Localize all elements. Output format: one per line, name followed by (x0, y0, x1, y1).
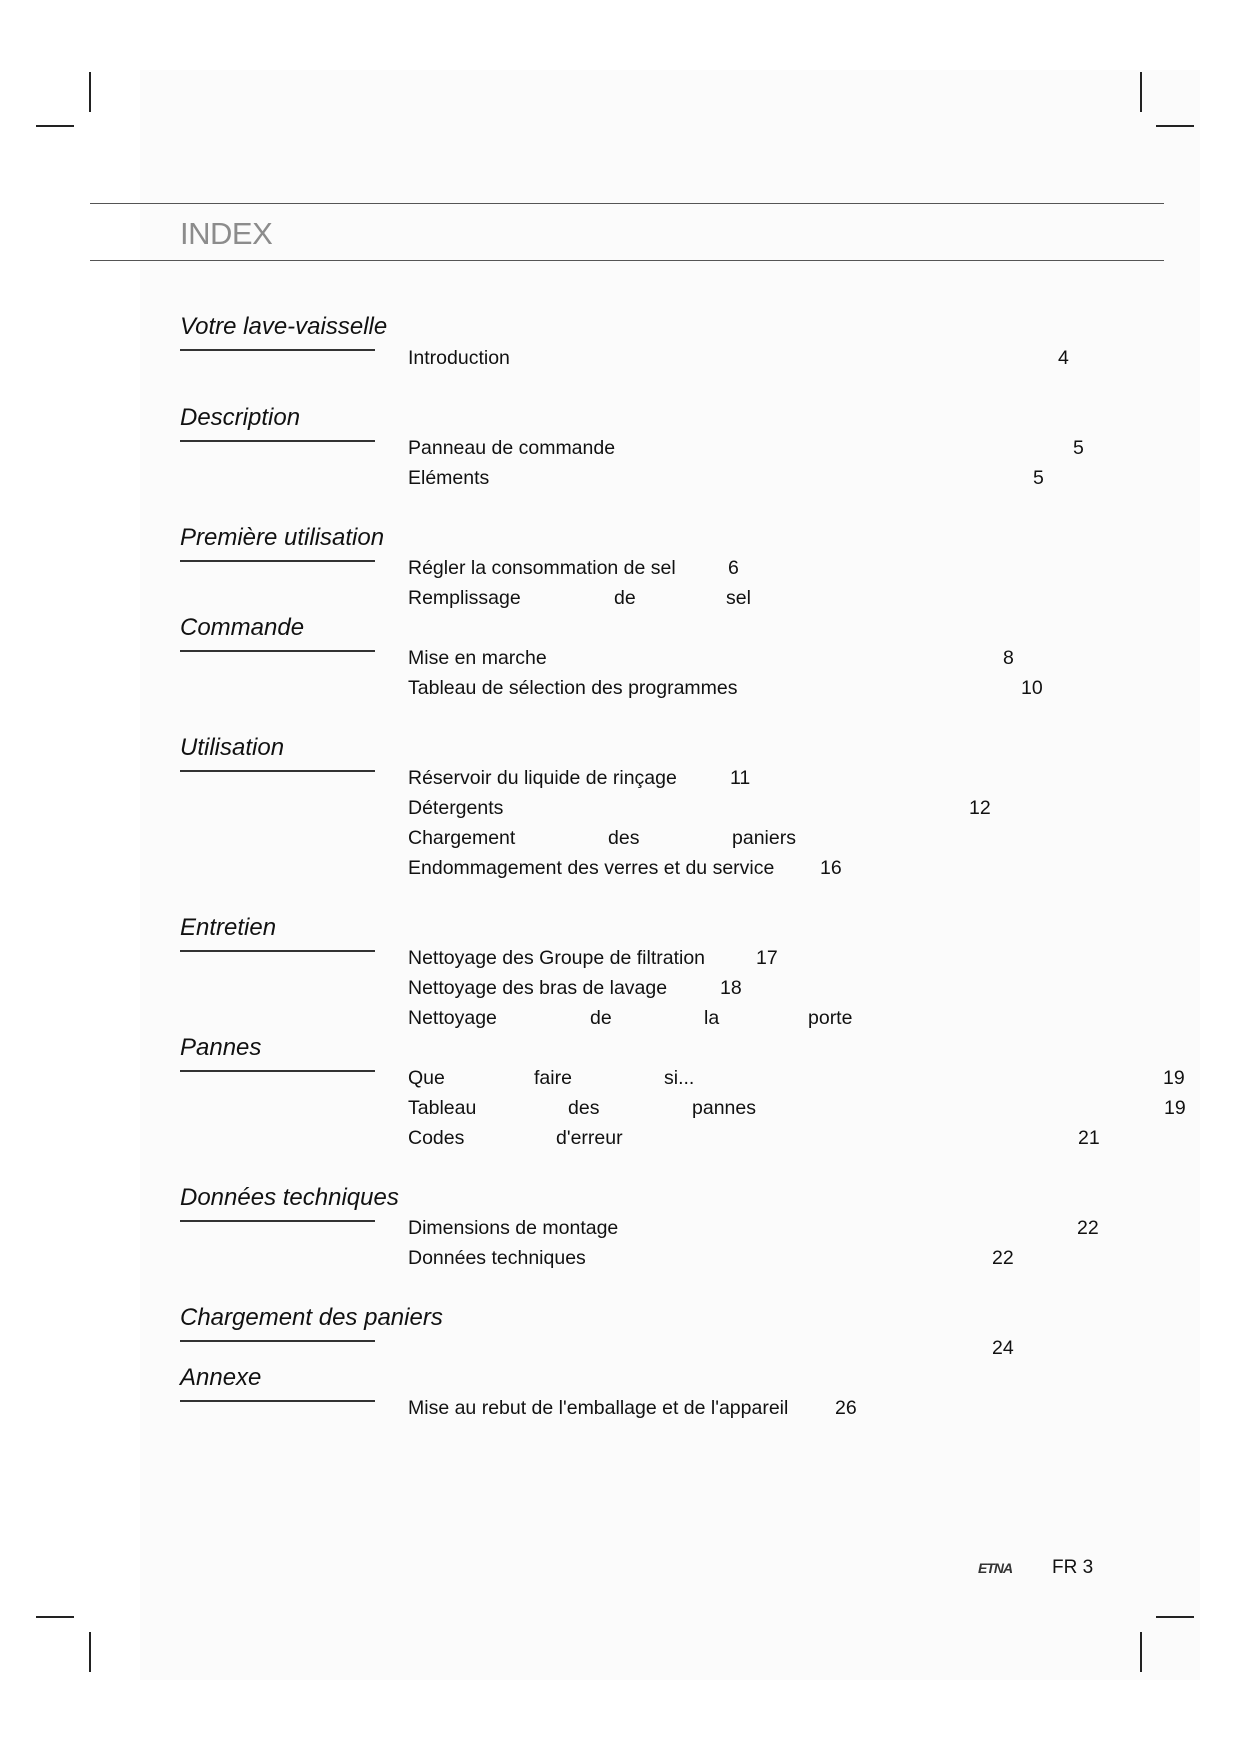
entry-label: Remplissage (408, 587, 521, 609)
crop-mark (1140, 1632, 1142, 1672)
crop-mark (36, 1616, 74, 1618)
entry-label: Réservoir du liquide de rinçage (408, 767, 677, 789)
crop-mark (1156, 125, 1194, 127)
entry-label: Chargement (408, 827, 516, 849)
entry-label-part: la (704, 1007, 720, 1029)
section-title: Description (180, 404, 301, 431)
entry-page: 19 (1163, 1067, 1185, 1089)
entry-label-part: pannes (692, 1097, 756, 1119)
section-underline (180, 560, 375, 562)
entry-label-part: paniers (732, 827, 796, 849)
section-underline (180, 440, 375, 442)
entry-label: Régler la consommation de sel (408, 557, 676, 579)
entry-label: Détergents (408, 797, 504, 819)
page-number: FR 3 (1052, 1557, 1094, 1578)
entry-page: 22 (1077, 1217, 1099, 1239)
entry-page: 26 (835, 1397, 857, 1419)
entry-label: Nettoyage des Groupe de filtration (408, 947, 706, 969)
entry-label: Introduction (408, 347, 510, 369)
entry-page: 6 (728, 557, 739, 579)
entry-label: Codes (408, 1127, 465, 1149)
entry-label: Dimensions de montage (408, 1217, 619, 1239)
section-underline (180, 1220, 375, 1222)
entry-label: Mise en marche (408, 647, 547, 669)
entry-page: 8 (1003, 647, 1014, 669)
entry-label: Tableau de sélection des programmes (408, 677, 738, 699)
entry-label-part: faire (534, 1067, 572, 1089)
crop-mark (36, 125, 74, 127)
section-title: Annexe (180, 1364, 262, 1391)
entry-label-part: des (608, 827, 640, 849)
section-underline (180, 1400, 375, 1402)
entry-page: 4 (1058, 347, 1069, 369)
section-title: Votre lave-vaisselle (180, 313, 388, 340)
entry-label-part: sel (726, 587, 751, 609)
entry-label: Panneau de commande (408, 437, 616, 459)
header-top-rule (90, 203, 1164, 204)
entry-page: 17 (756, 947, 778, 969)
crop-mark (89, 1632, 91, 1672)
entry-label-part: de (614, 587, 636, 609)
page-title: INDEX (180, 216, 273, 251)
brand-logo: ETNA (978, 1560, 1013, 1576)
entry-page: 5 (1033, 467, 1044, 489)
entry-label: Mise au rebut de l'emballage et de l'appareil (408, 1397, 789, 1419)
entry-label: Nettoyage (408, 1007, 497, 1029)
entry-page: 16 (820, 857, 842, 879)
entry-page: 21 (1078, 1127, 1100, 1149)
header-bottom-rule (90, 260, 1164, 261)
section-title: Chargement des paniers (180, 1304, 443, 1331)
entry-label-part: d'erreur (556, 1127, 623, 1149)
crop-mark (1156, 1616, 1194, 1618)
section-title: Entretien (180, 914, 277, 941)
entry-label: Endommagement des verres et du service (408, 857, 775, 879)
entry-label-part: si... (664, 1067, 695, 1089)
section-title: Utilisation (180, 734, 285, 761)
entry-page: 5 (1073, 437, 1084, 459)
entry-label-part: des (568, 1097, 600, 1119)
section-underline (180, 1340, 375, 1342)
entry-page: 10 (1021, 677, 1043, 699)
entry-label: Données techniques (408, 1247, 586, 1269)
entry-label-part: porte (808, 1007, 853, 1029)
entry-label: Nettoyage des bras de lavage (408, 977, 668, 999)
entry-label: Eléments (408, 467, 490, 489)
section-title: Première utilisation (180, 524, 385, 551)
section-title: Pannes (180, 1034, 262, 1061)
entry-page: 19 (1164, 1097, 1186, 1119)
entry-page: 22 (992, 1247, 1014, 1269)
entry-page: 11 (730, 767, 751, 789)
entry-label: Tableau (408, 1097, 477, 1119)
section-underline (180, 349, 375, 351)
section-title: Commande (180, 614, 305, 641)
section-underline (180, 770, 375, 772)
entry-page: 24 (992, 1337, 1014, 1359)
section-underline (180, 650, 375, 652)
section-underline (180, 950, 375, 952)
crop-mark (1140, 72, 1142, 112)
entry-label: Que (408, 1067, 445, 1089)
entry-label-part: de (590, 1007, 612, 1029)
section-underline (180, 1070, 375, 1072)
section-title: Données techniques (180, 1184, 399, 1211)
entry-page: 12 (969, 797, 991, 819)
entry-page: 18 (720, 977, 742, 999)
crop-mark (89, 72, 91, 112)
